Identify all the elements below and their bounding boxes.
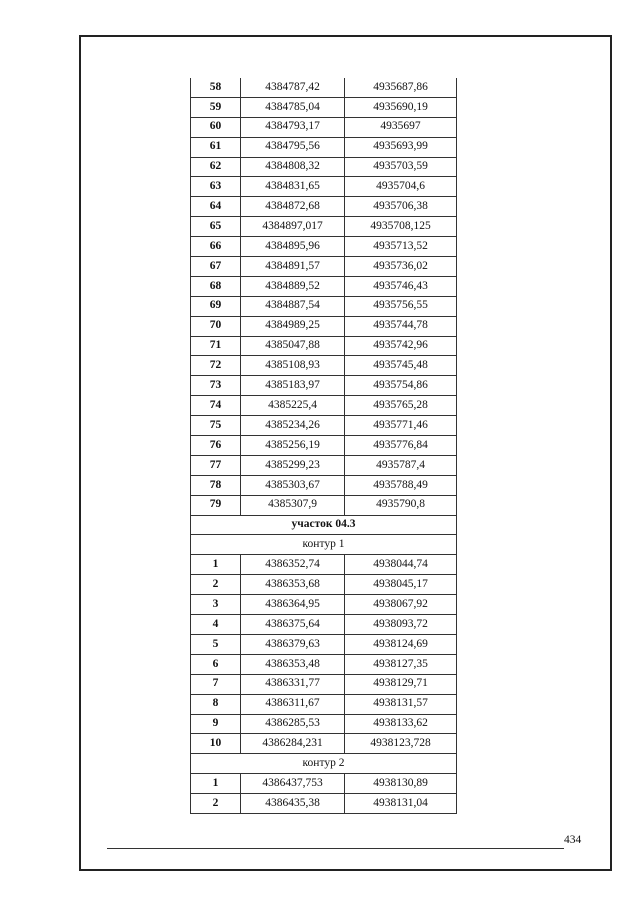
y-coordinate-cell: 4935788,49 (345, 475, 457, 495)
point-number-cell: 79 (191, 495, 241, 515)
table-row (191, 714, 457, 734)
table-row (191, 157, 457, 177)
y-coordinate-cell: 4935713,52 (345, 237, 457, 257)
x-coordinate-cell: 4385234,26 (241, 416, 345, 436)
table-row (191, 794, 457, 814)
x-coordinate-cell: 4385225,4 (241, 396, 345, 416)
section-title: участок 04.3 (191, 515, 457, 535)
point-number-cell: 8 (191, 694, 241, 714)
contour-header-row (191, 754, 457, 774)
footer-divider (107, 848, 564, 849)
x-coordinate-cell: 4384808,32 (241, 157, 345, 177)
x-coordinate-cell: 4386352,74 (241, 555, 345, 575)
table-row (191, 475, 457, 495)
y-coordinate-cell: 4935704,6 (345, 177, 457, 197)
x-coordinate-cell: 4386375,64 (241, 615, 345, 635)
point-number-cell: 71 (191, 336, 241, 356)
x-coordinate-cell: 4386353,48 (241, 654, 345, 674)
y-coordinate-cell: 4935756,55 (345, 296, 457, 316)
x-coordinate-cell: 4385183,97 (241, 376, 345, 396)
x-coordinate-cell: 4384793,17 (241, 117, 345, 137)
table-row (191, 376, 457, 396)
point-number-cell: 60 (191, 117, 241, 137)
table-row (191, 455, 457, 475)
y-coordinate-cell: 4935771,46 (345, 416, 457, 436)
page-number: 434 (564, 834, 582, 846)
y-coordinate-cell: 4935787,4 (345, 455, 457, 475)
x-coordinate-cell: 4384872,68 (241, 197, 345, 217)
x-coordinate-cell: 4386353,68 (241, 575, 345, 595)
y-coordinate-cell: 4935745,48 (345, 356, 457, 376)
y-coordinate-cell: 4938124,69 (345, 634, 457, 654)
y-coordinate-cell: 4935703,59 (345, 157, 457, 177)
table-row (191, 396, 457, 416)
table-row (191, 734, 457, 754)
point-number-cell: 69 (191, 296, 241, 316)
x-coordinate-cell: 4384895,96 (241, 237, 345, 257)
table-row (191, 416, 457, 436)
y-coordinate-cell: 4935776,84 (345, 436, 457, 456)
point-number-cell: 70 (191, 316, 241, 336)
table-row (191, 336, 457, 356)
point-number-cell: 9 (191, 714, 241, 734)
y-coordinate-cell: 4938131,57 (345, 694, 457, 714)
y-coordinate-cell: 4938133,62 (345, 714, 457, 734)
point-number-cell: 4 (191, 615, 241, 635)
x-coordinate-cell: 4385299,23 (241, 455, 345, 475)
y-coordinate-cell: 4935693,99 (345, 137, 457, 157)
x-coordinate-cell: 4385108,93 (241, 356, 345, 376)
point-number-cell: 73 (191, 376, 241, 396)
point-number-cell: 62 (191, 157, 241, 177)
x-coordinate-cell: 4385303,67 (241, 475, 345, 495)
contour-header-row (191, 535, 457, 555)
table-row (191, 296, 457, 316)
point-number-cell: 2 (191, 575, 241, 595)
y-coordinate-cell: 4935687,86 (345, 78, 457, 97)
point-number-cell: 1 (191, 555, 241, 575)
table-row (191, 654, 457, 674)
section-header-row (191, 515, 457, 535)
y-coordinate-cell: 4938093,72 (345, 615, 457, 635)
x-coordinate-cell: 4386437,753 (241, 774, 345, 794)
y-coordinate-cell: 4935746,43 (345, 276, 457, 296)
table-row (191, 97, 457, 117)
point-number-cell: 67 (191, 257, 241, 277)
table-row (191, 555, 457, 575)
table-row (191, 117, 457, 137)
table-row (191, 615, 457, 635)
table-row (191, 575, 457, 595)
y-coordinate-cell: 4935697 (345, 117, 457, 137)
x-coordinate-cell: 4385307,9 (241, 495, 345, 515)
point-number-cell: 6 (191, 654, 241, 674)
point-number-cell: 58 (191, 78, 241, 97)
y-coordinate-cell: 4938129,71 (345, 674, 457, 694)
x-coordinate-cell: 4384891,57 (241, 257, 345, 277)
y-coordinate-cell: 4935765,28 (345, 396, 457, 416)
point-number-cell: 74 (191, 396, 241, 416)
y-coordinate-cell: 4938067,92 (345, 595, 457, 615)
coordinates-table-body (191, 78, 457, 813)
x-coordinate-cell: 4385256,19 (241, 436, 345, 456)
table-row (191, 595, 457, 615)
point-number-cell: 78 (191, 475, 241, 495)
table-row (191, 217, 457, 237)
point-number-cell: 68 (191, 276, 241, 296)
table-row (191, 137, 457, 157)
y-coordinate-cell: 4938131,04 (345, 794, 457, 814)
table-row (191, 316, 457, 336)
y-coordinate-cell: 4938130,89 (345, 774, 457, 794)
x-coordinate-cell: 4386364,95 (241, 595, 345, 615)
x-coordinate-cell: 4384989,25 (241, 316, 345, 336)
table-row (191, 257, 457, 277)
table-row (191, 276, 457, 296)
y-coordinate-cell: 4938044,74 (345, 555, 457, 575)
y-coordinate-cell: 4935754,86 (345, 376, 457, 396)
x-coordinate-cell: 4385047,88 (241, 336, 345, 356)
point-number-cell: 66 (191, 237, 241, 257)
point-number-cell: 3 (191, 595, 241, 615)
y-coordinate-cell: 4935690,19 (345, 97, 457, 117)
table-row (191, 78, 457, 97)
table-row (191, 436, 457, 456)
y-coordinate-cell: 4938123,728 (345, 734, 457, 754)
point-number-cell: 59 (191, 97, 241, 117)
point-number-cell: 72 (191, 356, 241, 376)
table-row (191, 774, 457, 794)
y-coordinate-cell: 4935742,96 (345, 336, 457, 356)
point-number-cell: 75 (191, 416, 241, 436)
y-coordinate-cell: 4935706,38 (345, 197, 457, 217)
y-coordinate-cell: 4938127,35 (345, 654, 457, 674)
y-coordinate-cell: 4935744,78 (345, 316, 457, 336)
x-coordinate-cell: 4386379,63 (241, 634, 345, 654)
point-number-cell: 2 (191, 794, 241, 814)
point-number-cell: 7 (191, 674, 241, 694)
table-row (191, 674, 457, 694)
x-coordinate-cell: 4386331,77 (241, 674, 345, 694)
x-coordinate-cell: 4386435,38 (241, 794, 345, 814)
contour-title: контур 1 (191, 535, 457, 555)
table-row (191, 356, 457, 376)
point-number-cell: 61 (191, 137, 241, 157)
x-coordinate-cell: 4384785,04 (241, 97, 345, 117)
y-coordinate-cell: 4935790,8 (345, 495, 457, 515)
point-number-cell: 10 (191, 734, 241, 754)
y-coordinate-cell: 4938045,17 (345, 575, 457, 595)
x-coordinate-cell: 4384889,52 (241, 276, 345, 296)
x-coordinate-cell: 4386284,231 (241, 734, 345, 754)
x-coordinate-cell: 4384887,54 (241, 296, 345, 316)
x-coordinate-cell: 4384897,017 (241, 217, 345, 237)
y-coordinate-cell: 4935736,02 (345, 257, 457, 277)
point-number-cell: 63 (191, 177, 241, 197)
table-row (191, 237, 457, 257)
x-coordinate-cell: 4384795,56 (241, 137, 345, 157)
x-coordinate-cell: 4384787,42 (241, 78, 345, 97)
point-number-cell: 1 (191, 774, 241, 794)
y-coordinate-cell: 4935708,125 (345, 217, 457, 237)
table-row (191, 694, 457, 714)
point-number-cell: 77 (191, 455, 241, 475)
point-number-cell: 5 (191, 634, 241, 654)
point-number-cell: 65 (191, 217, 241, 237)
point-number-cell: 64 (191, 197, 241, 217)
table-row (191, 197, 457, 217)
table-row (191, 634, 457, 654)
x-coordinate-cell: 4384831,65 (241, 177, 345, 197)
point-number-cell: 76 (191, 436, 241, 456)
x-coordinate-cell: 4386285,53 (241, 714, 345, 734)
contour-title: контур 2 (191, 754, 457, 774)
table-row (191, 177, 457, 197)
table-row (191, 495, 457, 515)
coordinates-table (190, 78, 457, 814)
x-coordinate-cell: 4386311,67 (241, 694, 345, 714)
